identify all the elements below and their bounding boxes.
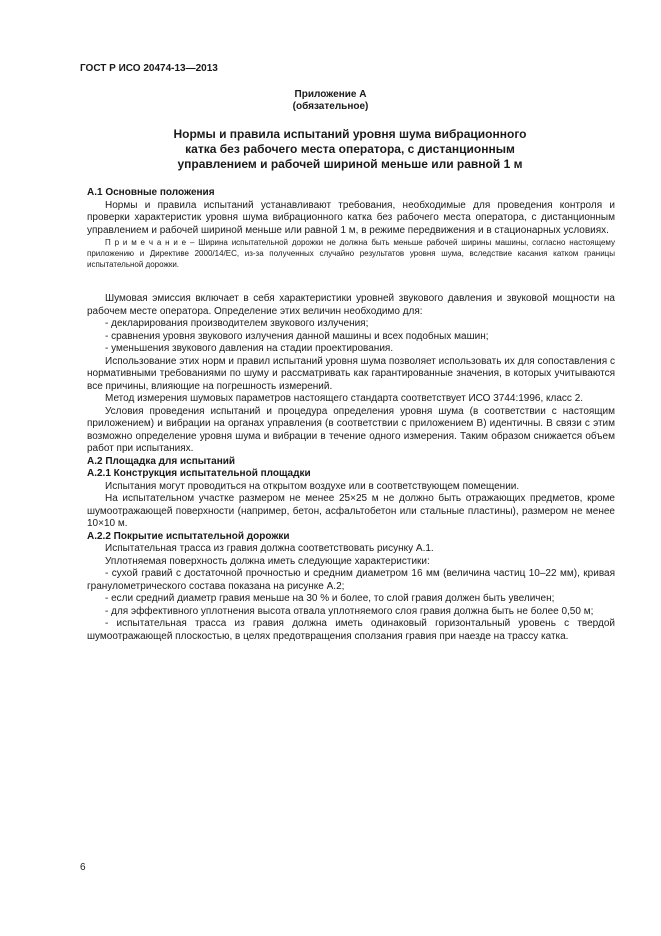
appendix-label: Приложение А — [294, 89, 367, 100]
paragraph: Уплотняемая поверхность должна иметь следующие характеристики: — [105, 555, 430, 567]
subsection-heading-a21: А.2.1 Конструкция испытательной площадки — [87, 468, 311, 479]
subsection-heading-a22: А.2.2 Покрытие испытательной дорожки — [87, 530, 290, 542]
list-item: - декларирования производителем звукового излучения; — [105, 318, 369, 329]
document-header: ГОСТ Р ИСО 20474-13—2013 — [80, 63, 218, 74]
section-heading-a2: А.2 Площадка для испытаний — [87, 455, 236, 467]
appendix-status: (обязательное) — [292, 101, 369, 112]
body-text — [87, 187, 615, 643]
list-item: - уменьшения звукового давления на стадии проектирования. — [105, 343, 394, 354]
paragraph: Шумовая эмиссия включает в себя характеристики уровней звукового давления и звуковой мощности на рабочем месте оператора. Определение этих величин необходимо для: — [87, 293, 615, 317]
list-item: - сухой гравий с достаточной прочностью и средним диаметром 16 мм (величина частиц 10–22 мм), кривая гранулометрического состава показана на рисунке А.2; — [87, 568, 615, 592]
paragraph: Испытательная трасса из гравия должна соответствовать рисунку А.1. — [105, 543, 434, 554]
list-item: - для эффективного уплотнения высота отвала уплотняемого слоя гравия должна быть не более 0,50 м; — [105, 605, 594, 617]
paragraph: Нормы и правила испытаний устанавливают требования, необходимые для проведения контроля и проверки характеристик уровня шума вибрационного катка без рабочего места оператора, с дистанционным управлением и рабочей шириной меньше или равной 1 м, в режиме передвижения и в стационарных условиях. — [87, 199, 615, 236]
paragraph: Условия проведения испытаний и процедура определения уровня шума (в соответствии с настоящим приложением) и вибрации на органах управления (в соответствии с приложением В) идентичны. В связи с этим возможно определение уровня шума и вибрации в течение одного измерения. Таким образом снижается объем работ при испытаниях. — [87, 405, 615, 454]
paragraph: На испытательном участке размером не менее 25×25 м не должно быть отражающих предметов, кроме шумоотражающей поверхности (например, бетон, асфальтобетон или стальные пластины), размером не менее 10×10 м. — [87, 493, 615, 529]
section-heading-a1: А.1 Основные положения — [87, 187, 215, 198]
list-item: - сравнения уровня звукового излучения данной машины и всех подобных машин; — [105, 330, 489, 342]
title-line: катка без рабочего места оператора, с дистанционным — [185, 142, 515, 156]
paragraph: Метод измерения шумовых параметров настоящего стандарта соответствует ИСО 3744:1996, класс 2. — [105, 393, 584, 404]
list-item: - если средний диаметр гравия меньше на 30 % и более, то слой гравия должен быть увеличен; — [105, 593, 555, 604]
paragraph: Испытания могут проводиться на открытом воздухе или в соответствующем помещении. — [105, 480, 520, 492]
note-text: – Ширина испытательной дорожки не должна быть меньше рабочей ширины машины, согласно настоящему приложению и Директиве 2000/14/ЕС, из-за полученных случайно результатов уровня шума, вследствие касания катком границы испытательной дорожки. — [87, 238, 615, 269]
list-item: - испытательная трасса из гравия должна иметь одинаковый горизонтальный уровень с твердой шумоотражающей плоскостью, в целях предотвращения сползания гравия при наезде на трассу катка. — [87, 618, 615, 642]
title-line: управлением и рабочей шириной меньше или равной 1 м — [177, 157, 523, 171]
title-line: Нормы и правила испытаний уровня шума вибрационного — [173, 127, 527, 141]
note-label: П р и м е ч а н и е — [105, 238, 187, 247]
note — [87, 237, 615, 270]
appendix-title — [110, 127, 590, 172]
paragraph: Использование этих норм и правил испытаний уровня шума позволяет использовать их для сопоставления с нормативными требованиями по шуму и рассматривать как гарантированные значения, в которых учитываются все причины, влияющие на погрешность измерений. — [87, 355, 615, 392]
page-number: 6 — [80, 862, 86, 873]
